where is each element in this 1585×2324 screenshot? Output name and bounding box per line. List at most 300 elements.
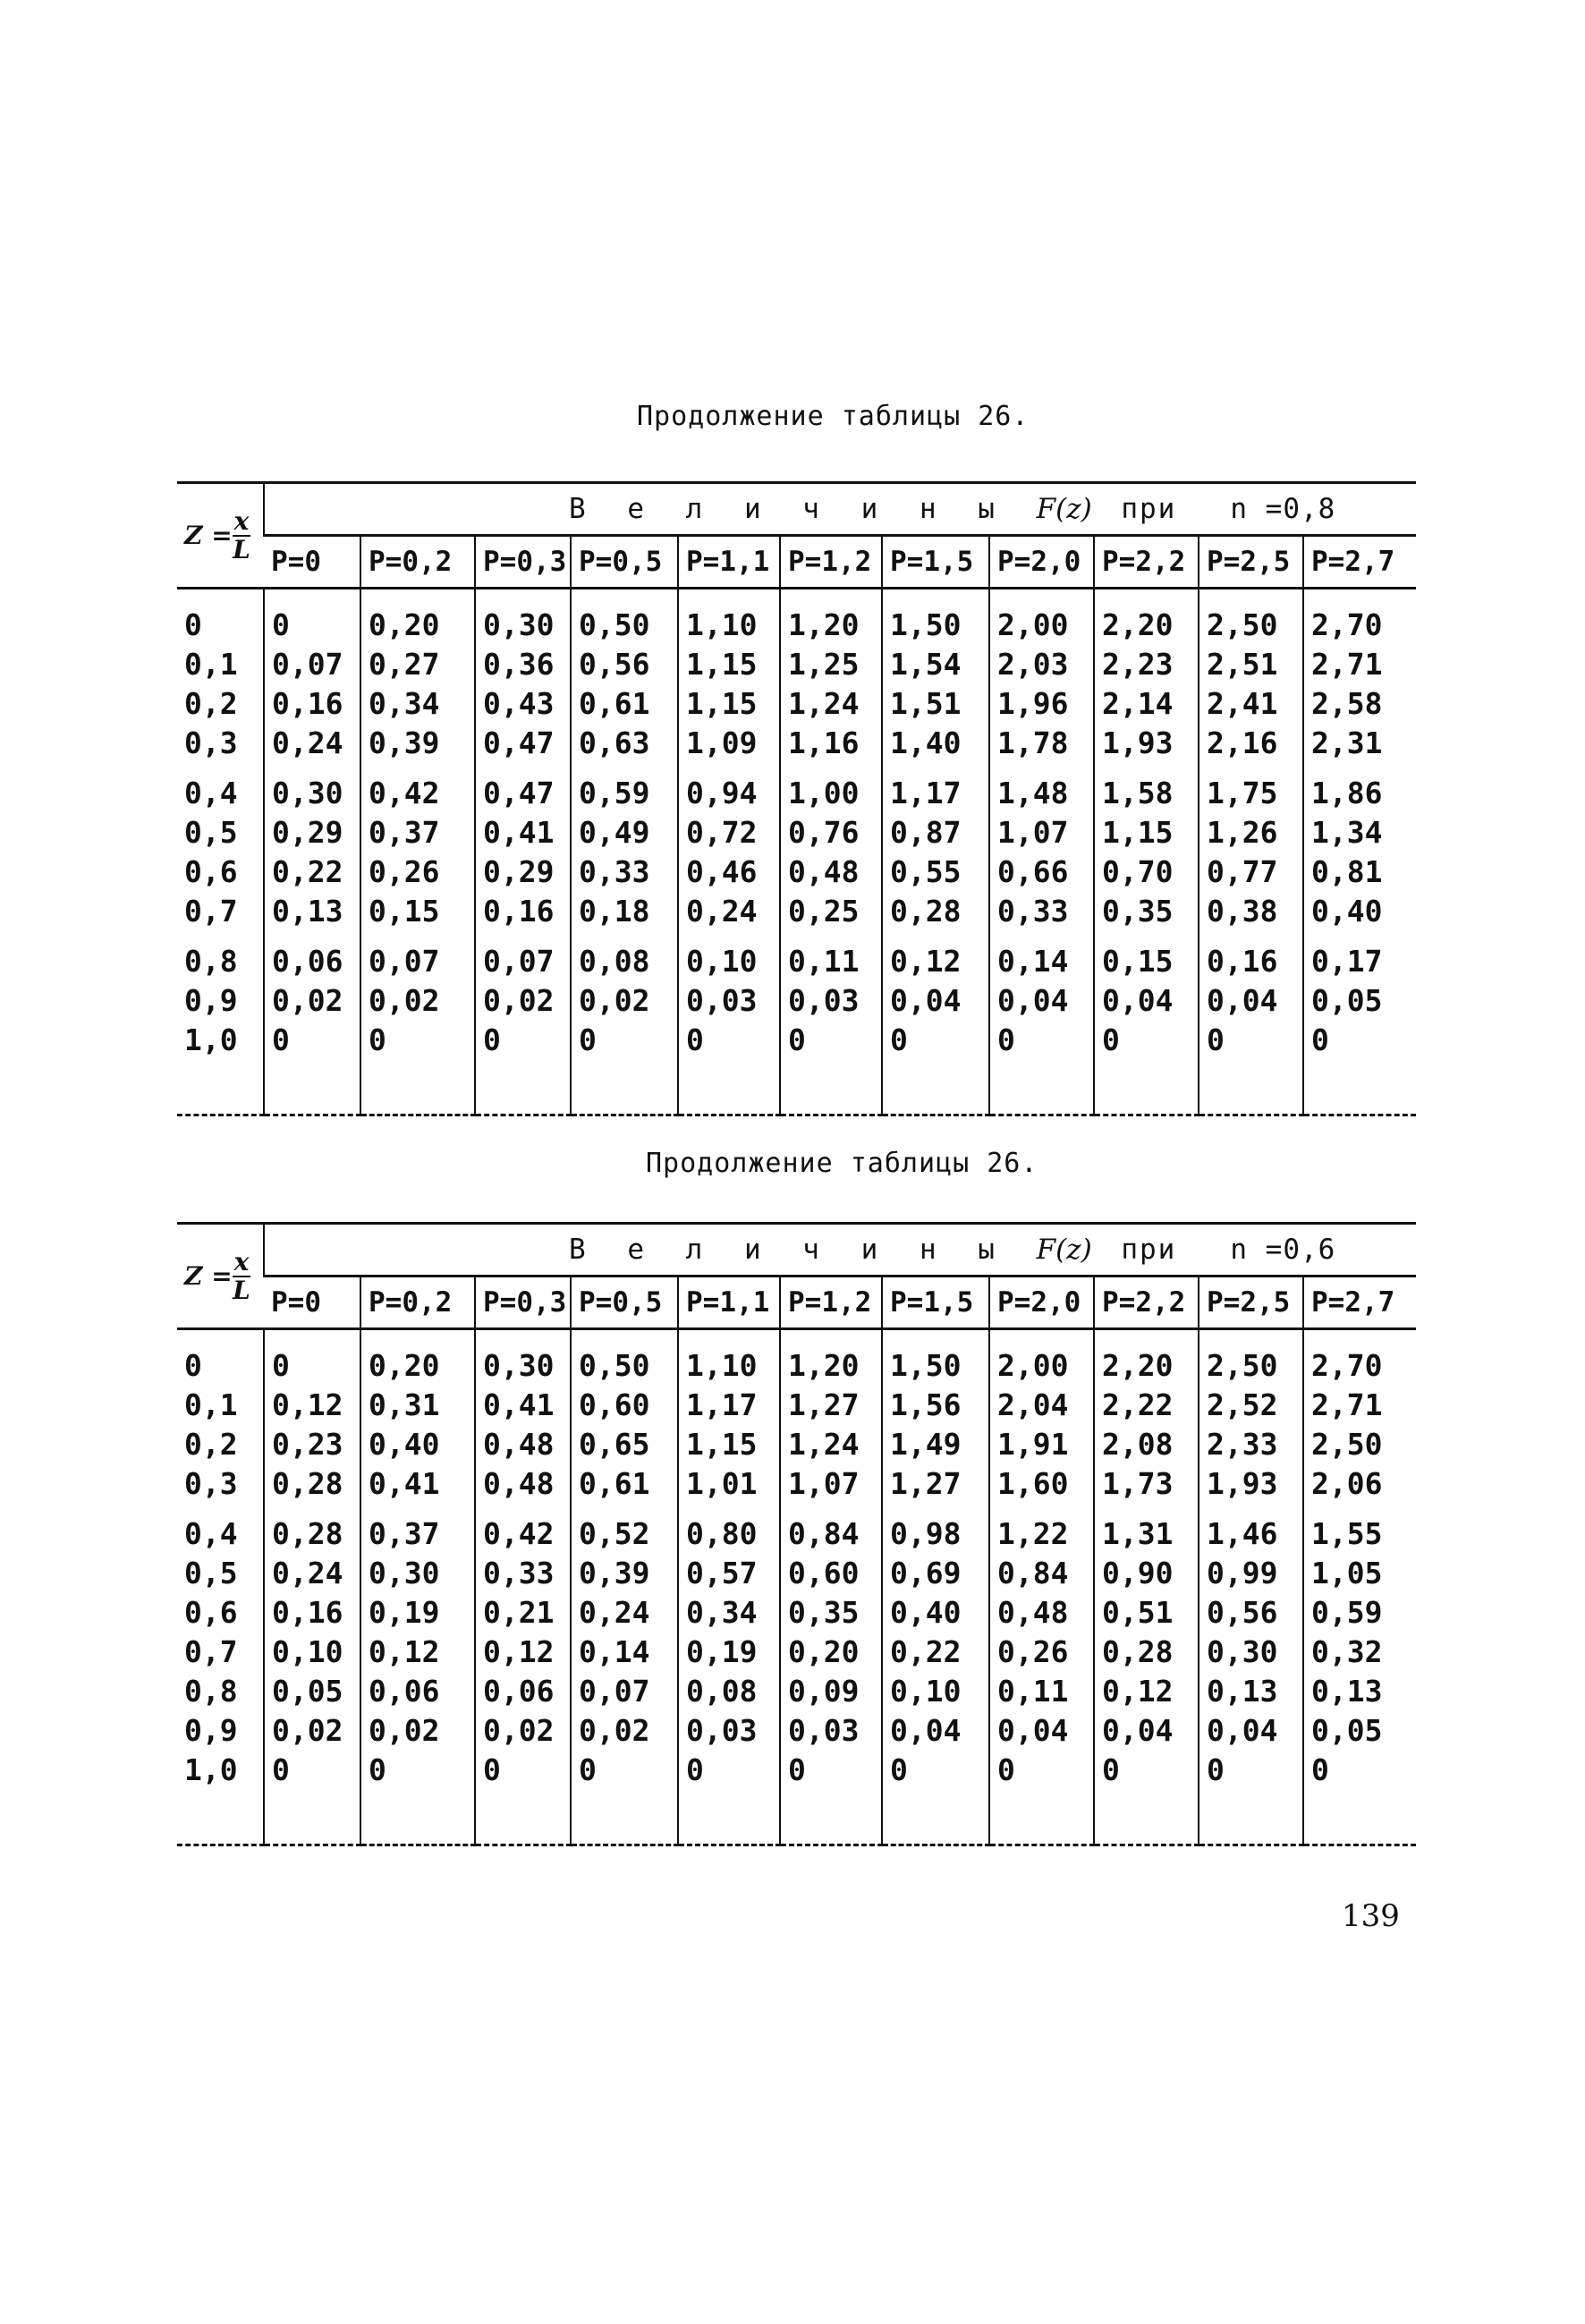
cell-value: 0,31 [360,1386,475,1425]
z-value: 0,6 [184,854,238,889]
spacer-cell [1199,1329,1303,1347]
spacer-cell [571,1504,678,1514]
cell-value: 1,55 [1303,1514,1416,1554]
cell-value: 0,23 [264,1425,360,1464]
cell-value: 0,14 [571,1633,678,1672]
spacer-cell [882,589,989,606]
spacer-cell [678,763,780,774]
cell-value: 1,40 [882,724,989,763]
cell-value: 0 [1303,1021,1416,1060]
z-value: 0,9 [184,1713,238,1748]
cell-value: 1,78 [989,724,1094,763]
cell-value: 2,20 [1094,1346,1199,1386]
cell-value: 0,07 [264,645,360,684]
cell-value: 1,93 [1094,724,1199,763]
cell-value: 0,04 [989,981,1094,1021]
page-number: 139 [1342,1898,1400,1934]
cell-value: 0,39 [571,1554,678,1593]
spacer-cell [678,1504,780,1514]
cell-value: 0,48 [475,1425,571,1464]
cell-value: 0,08 [571,942,678,981]
spacer-cell [1199,763,1303,774]
z-header [177,483,264,589]
cell-value: 0,15 [1094,942,1199,981]
cell-value: 0,07 [475,942,571,981]
cell-value: 1,27 [780,1386,882,1425]
spacer-cell [1303,931,1416,942]
cell-value: 0,04 [882,981,989,1021]
cell-value: 0 [1094,1021,1199,1060]
cell-value: 0,35 [780,1593,882,1633]
spacer-cell [1094,931,1199,942]
z-numerator: x [233,506,250,537]
footer-cell [177,1060,264,1115]
z-fraction [233,1249,251,1303]
cell-value: 0,42 [360,774,475,813]
cell-value: 0,76 [780,813,882,852]
cell-value: 0,20 [780,1633,882,1672]
table-2 [177,1222,1416,1846]
cell-value: 0 [780,1021,882,1060]
cell-value: 0,37 [360,813,475,852]
cell-value: 0,02 [264,1711,360,1751]
table-1-caption: Продолжение таблицы 26. [637,401,1030,432]
cell-value: 0,39 [360,724,475,763]
cell-value: 0 [264,1021,360,1060]
title-pri: при [1121,1234,1177,1266]
cell-value: 1,86 [1303,774,1416,813]
cell-value: 0,28 [882,892,989,931]
spacer-cell [475,763,571,774]
cell-value: 0,41 [475,813,571,852]
spacer-cell [678,931,780,942]
cell-value: 0,30 [360,1554,475,1593]
footer-cell [989,1060,1094,1115]
cell-value: 1,48 [989,774,1094,813]
spacer-cell [177,1504,264,1514]
cell-value: 0,33 [475,1554,571,1593]
column-header: P=0 [264,1277,360,1329]
cell-value: 0,06 [264,942,360,981]
footer-cell [1303,1060,1416,1115]
cell-value: 0,84 [780,1514,882,1554]
spacer-cell [989,1504,1094,1514]
cell-value: 0,02 [475,981,571,1021]
cell-value: 1,01 [678,1464,780,1504]
table-row [177,1021,1416,1060]
z-value: 0,1 [184,647,238,682]
cell-value: 0,12 [1094,1672,1199,1711]
column-header-row [177,1277,1416,1329]
cell-value: 1,17 [678,1386,780,1425]
z-value: 0,1 [184,1387,238,1422]
cell-value: 0 [360,1751,475,1790]
spacer-cell [1094,763,1199,774]
title-pri: при [1121,493,1177,525]
cell-value: 1,46 [1199,1514,1303,1554]
cell-value: 0,57 [678,1554,780,1593]
footer-cell [177,1790,264,1845]
cell-value: 1,09 [678,724,780,763]
cell-value: 0,26 [989,1633,1094,1672]
cell-value: 0,19 [678,1633,780,1672]
cell-value: 1,93 [1199,1464,1303,1504]
z-value: 1,0 [184,1022,238,1057]
table-row [177,892,1416,931]
table-row [177,724,1416,763]
cell-value: 0,07 [360,942,475,981]
z-numerator: x [233,1247,250,1277]
function-symbol: F(z) [1036,493,1092,525]
spacer-cell [882,1504,989,1514]
footer-cell [1199,1790,1303,1845]
cell-value: 0,37 [360,1514,475,1554]
z-value: 0,8 [184,1674,238,1709]
header-row [177,483,1416,536]
cell-value: 2,22 [1094,1386,1199,1425]
cell-value: 0,13 [1199,1672,1303,1711]
cell-value: 2,71 [1303,645,1416,684]
z-value: 0,3 [184,725,238,760]
footer-cell [780,1060,882,1115]
spacer-cell [475,589,571,606]
table-row [177,684,1416,724]
cell-value: 1,17 [882,774,989,813]
cell-value: 2,00 [989,1346,1094,1386]
cell-value: 2,08 [1094,1425,1199,1464]
n-label: n =0,8 [1230,493,1336,525]
cell-value: 0 [360,1021,475,1060]
spacer-cell [571,931,678,942]
cell-value: 2,33 [1199,1425,1303,1464]
cell-value: 0,10 [882,1672,989,1711]
cell-value: 0,12 [360,1633,475,1672]
cell-value: 0,11 [780,942,882,981]
cell-value: 1,96 [989,684,1094,724]
cell-value: 2,71 [1303,1386,1416,1425]
table-footer [177,1060,1416,1115]
cell-value: 0 [882,1021,989,1060]
footer-cell [360,1060,475,1115]
cell-value: 0,06 [475,1672,571,1711]
column-header: P=1,5 [882,536,989,589]
cell-value: 0,19 [360,1593,475,1633]
cell-value: 0,02 [571,981,678,1021]
cell-value: 0,05 [1303,981,1416,1021]
spacer-cell [571,763,678,774]
cell-value: 0,80 [678,1514,780,1554]
cell-value: 1,15 [678,1425,780,1464]
cell-value: 0 [989,1751,1094,1790]
cell-value: 0,30 [475,1346,571,1386]
footer-cell [989,1790,1094,1845]
cell-value: 2,23 [1094,645,1199,684]
cell-value: 0 [780,1751,882,1790]
table-row [177,606,1416,645]
spacer-cell [571,1329,678,1347]
spacer-cell [780,931,882,942]
cell-value: 1,50 [882,606,989,645]
cell-value: 0,59 [571,774,678,813]
table-2-caption: Продолжение таблицы 26. [646,1148,1038,1179]
cell-value: 0,81 [1303,852,1416,892]
cell-value: 0,24 [264,724,360,763]
cell-value: 0,99 [1199,1554,1303,1593]
spacer-cell [1094,1504,1199,1514]
spacer-cell [177,931,264,942]
cell-value: 0,10 [264,1633,360,1672]
cell-value: 1,05 [1303,1554,1416,1593]
cell-value: 0,02 [360,981,475,1021]
z-value: 0,7 [184,894,238,929]
cell-value: 2,00 [989,606,1094,645]
column-header: P=0,5 [571,1277,678,1329]
cell-value: 2,51 [1199,645,1303,684]
footer-cell [264,1790,360,1845]
spacer-cell [1199,589,1303,606]
cell-value: 1,91 [989,1425,1094,1464]
cell-value: 2,14 [1094,684,1199,724]
cell-value: 0,02 [360,1711,475,1751]
cell-value: 0,24 [264,1554,360,1593]
footer-cell [571,1060,678,1115]
footer-cell [780,1790,882,1845]
footer-cell [882,1060,989,1115]
spacer-cell [360,589,475,606]
cell-value: 0 [264,1751,360,1790]
footer-cell [475,1790,571,1845]
cell-value: 1,15 [678,645,780,684]
cell-value: 0,21 [475,1593,571,1633]
footer-cell [360,1790,475,1845]
column-header: P=2,7 [1303,536,1416,589]
cell-value: 0 [1199,1021,1303,1060]
cell-value: 0,98 [882,1514,989,1554]
cell-value: 1,56 [882,1386,989,1425]
spacer-cell [1303,763,1416,774]
cell-value: 0,22 [264,852,360,892]
cell-value: 0,52 [571,1514,678,1554]
z-label: Z = [184,1261,233,1291]
spacer-cell [264,763,360,774]
cell-value: 0,04 [1199,981,1303,1021]
cell-value: 0,08 [678,1672,780,1711]
spacer-cell [780,1504,882,1514]
z-value: 0,2 [184,686,238,721]
footer-cell [1303,1790,1416,1845]
header-row [177,1224,1416,1277]
cell-value: 0,16 [264,1593,360,1633]
cell-value: 0,51 [1094,1593,1199,1633]
cell-value: 0,18 [571,892,678,931]
cell-value: 0,61 [571,684,678,724]
cell-value: 0,12 [882,942,989,981]
cell-value: 2,50 [1199,1346,1303,1386]
column-header: P=1,5 [882,1277,989,1329]
cell-value: 1,51 [882,684,989,724]
cell-value: 2,52 [1199,1386,1303,1425]
cell-value: 0,56 [571,645,678,684]
cell-value: 0,29 [475,852,571,892]
cell-value: 2,03 [989,645,1094,684]
spacer-cell [475,1504,571,1514]
spacer-cell [882,763,989,774]
table-row [177,1554,1416,1593]
cell-value: 0,33 [571,852,678,892]
spacer-cell [1199,931,1303,942]
cell-value: 0,48 [475,1464,571,1504]
spacer-cell [1094,589,1199,606]
cell-value: 0,59 [1303,1593,1416,1633]
cell-value: 0 [989,1021,1094,1060]
cell-value: 1,34 [1303,813,1416,852]
table-row [177,813,1416,852]
spacer-cell [1303,589,1416,606]
title-prefix: В е л и ч и н ы [569,1234,1007,1266]
cell-value: 0,16 [1199,942,1303,981]
column-header: P=0,3 [475,536,571,589]
cell-value: 0,40 [1303,892,1416,931]
function-symbol: F(z) [1036,1234,1092,1266]
cell-value: 0,09 [780,1672,882,1711]
cell-value: 0,55 [882,852,989,892]
spacer-cell [264,931,360,942]
cell-value: 1,10 [678,1346,780,1386]
z-fraction [233,508,251,563]
cell-value: 0,60 [571,1386,678,1425]
table-row [177,1633,1416,1672]
cell-value: 0,41 [360,1464,475,1504]
z-value: 0,6 [184,1595,238,1630]
table-row [177,1464,1416,1504]
cell-value: 0 [475,1751,571,1790]
cell-value: 0,13 [264,892,360,931]
cell-value: 0 [678,1021,780,1060]
cell-value: 0,04 [989,1711,1094,1751]
table-row [177,1672,1416,1711]
cell-value: 0,28 [1094,1633,1199,1672]
cell-value: 0,56 [1199,1593,1303,1633]
table-row [177,1751,1416,1790]
table-row [177,645,1416,684]
cell-value: 0,30 [475,606,571,645]
cell-value: 0,04 [1199,1711,1303,1751]
cell-value: 0,70 [1094,852,1199,892]
table-1 [177,481,1416,1116]
cell-value: 0,02 [264,981,360,1021]
footer-cell [882,1790,989,1845]
cell-value: 0,10 [678,942,780,981]
table-row [177,981,1416,1021]
cell-value: 0,04 [1094,1711,1199,1751]
spacer-cell [1094,1329,1199,1347]
cell-value: 0,11 [989,1672,1094,1711]
spacer-cell [780,763,882,774]
cell-value: 0,16 [264,684,360,724]
spacer-cell [989,1329,1094,1347]
cell-value: 0,33 [989,892,1094,931]
cell-value: 0,72 [678,813,780,852]
cell-value: 1,54 [882,645,989,684]
table-footer [177,1790,1416,1845]
cell-value: 0,47 [475,774,571,813]
cell-value: 0,05 [264,1672,360,1711]
footer-cell [571,1790,678,1845]
cell-value: 1,20 [780,1346,882,1386]
cell-value: 2,50 [1199,606,1303,645]
spacer-cell [1303,1504,1416,1514]
column-header: P=2,2 [1094,1277,1199,1329]
cell-value: 0 [475,1021,571,1060]
cell-value: 0 [1199,1751,1303,1790]
cell-value: 0,04 [1094,981,1199,1021]
cell-value: 1,25 [780,645,882,684]
column-header: P=0,3 [475,1277,571,1329]
cell-value: 2,04 [989,1386,1094,1425]
column-header: P=2,2 [1094,536,1199,589]
spacer-cell [989,931,1094,942]
cell-value: 0,26 [360,852,475,892]
cell-value: 0,49 [571,813,678,852]
cell-value: 0,41 [475,1386,571,1425]
cell-value: 0,05 [1303,1711,1416,1751]
cell-value: 0,03 [678,1711,780,1751]
column-header-row [177,536,1416,589]
cell-value: 2,58 [1303,684,1416,724]
spacer-cell [475,1329,571,1347]
cell-value: 0,77 [1199,852,1303,892]
cell-value: 1,15 [678,684,780,724]
cell-value: 0,03 [678,981,780,1021]
cell-value: 0,32 [1303,1633,1416,1672]
spacer-cell [1199,1504,1303,1514]
cell-value: 1,15 [1094,813,1199,852]
cell-value: 1,10 [678,606,780,645]
cell-value: 1,16 [780,724,882,763]
table-row [177,1593,1416,1633]
z-value: 0 [184,607,202,642]
z-header [177,1224,264,1329]
footer-cell [264,1060,360,1115]
cell-value: 0,04 [882,1711,989,1751]
footer-cell [678,1790,780,1845]
cell-value: 0,34 [360,684,475,724]
spacer-cell [1303,1329,1416,1347]
cell-value: 1,07 [989,813,1094,852]
column-header: P=1,2 [780,536,882,589]
column-header: P=2,0 [989,536,1094,589]
cell-value: 0 [1303,1751,1416,1790]
cell-value: 0,03 [780,981,882,1021]
table-row [177,852,1416,892]
cell-value: 1,07 [780,1464,882,1504]
z-label: Z = [184,521,233,550]
column-header: P=2,5 [1199,536,1303,589]
cell-value: 0,17 [1303,942,1416,981]
column-header: P=2,5 [1199,1277,1303,1329]
table-row [177,1514,1416,1554]
cell-value: 0,50 [571,606,678,645]
table-row [177,1386,1416,1425]
z-value: 0,9 [184,983,238,1018]
cell-value: 0,28 [264,1514,360,1554]
cell-value: 0,06 [360,1672,475,1711]
cell-value: 2,41 [1199,684,1303,724]
spacer-cell [177,589,264,606]
cell-value: 0,61 [571,1464,678,1504]
spacer-cell [780,1329,882,1347]
cell-value: 0,20 [360,1346,475,1386]
